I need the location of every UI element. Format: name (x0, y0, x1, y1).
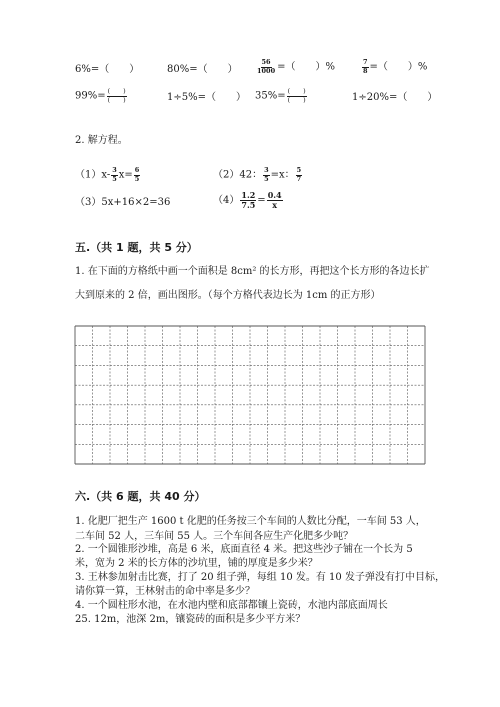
calc-1-3: $\frac{56}{1000}$ =（ ）% (257, 58, 335, 75)
grid-svg[interactable] (74, 325, 426, 465)
section6-line: 25. 12m，池深 2m，镶瓷砖的面积是多少平方米？ (75, 614, 306, 625)
equation-4: （4） $\frac{1.2}{7.5}$ = $\frac{0.4}{x}$ (213, 190, 282, 210)
calc-1-1: 6%=（ ） (75, 64, 140, 75)
section6-line: 3. 王林参加射击比赛，打了 20 组子弹，每组 10 发。有 10 发子弹没有打中目标， (75, 572, 445, 583)
equation-3: （3）5x+16×2=36 (75, 197, 171, 208)
fraction: $\frac{5}{7}$ (296, 166, 302, 183)
calc-1-4: $\frac{7}{8}$ =（ ）% (363, 58, 428, 75)
section6-line: 2. 一个圆锥形沙堆，高是 6 米，底面直径 4 米。把这些沙子铺在一个长为 5 (75, 544, 413, 555)
fraction-blank: $\frac{( )}{( )}$ (107, 87, 126, 104)
calc-1-2: 80%=（ ） (167, 64, 238, 75)
fraction: $\frac{56}{1000}$ (257, 58, 276, 75)
equation-1: （1）x- $\frac{3}{5}$ x= $\frac{6}{5}$ (75, 166, 140, 183)
calc-2-4: 1÷20%=（ ） (352, 92, 438, 103)
fraction: $\frac{1.2}{7.5}$ (241, 190, 256, 210)
calc-2-3: 35%= $\frac{( )}{( )}$ (255, 87, 306, 104)
section6-line: 米，宽为 2 米的长方体的沙坑里，铺的厚度是多少米？ (75, 558, 318, 569)
section6-line: 请你算一算，王林射击的命中率是多少？ (75, 586, 255, 597)
fraction: $\frac{3}{5}$ (264, 166, 269, 183)
section6-line: 1. 化肥厂把生产 1600 t 化肥的任务按三个车间的人数比分配，一车间 53 人， (75, 516, 426, 527)
section6-line: 二车间 52 人，三车间 55 人。三个车间各应生产化肥多少吨？ (75, 531, 354, 542)
fraction: $\frac{6}{5}$ (134, 166, 140, 183)
fraction: $\frac{3}{5}$ (112, 166, 117, 183)
section6-heading: 六.（共 6 题，共 40 分） (75, 490, 206, 503)
calc-2-2: 1÷5%=（ ） (167, 92, 246, 103)
calc-2-1: 99%= $\frac{( )}{( )}$ (75, 87, 126, 104)
section5-line-2: 大到原来的 2 倍，画出图形。（每个方格代表边长为 1cm 的正方形） (75, 290, 381, 301)
fraction: $\frac{7}{8}$ (363, 58, 368, 75)
grid-paper[interactable] (74, 325, 426, 465)
equation-2: （2）42： $\frac{3}{5}$ =x： $\frac{5}{7}$ (213, 166, 302, 183)
fraction-blank: $\frac{( )}{( )}$ (287, 87, 306, 104)
fraction: $\frac{0.4}{x}$ (267, 190, 282, 210)
equations-title: 2. 解方程。 (75, 135, 128, 146)
section5-line-1: 1. 在下面的方格纸中画一个面积是 8cm² 的长方形，再把这个长方形的各边长扩 (75, 266, 430, 277)
section5-heading: 五.（共 1 题，共 5 分） (75, 241, 198, 254)
section6-line: 4. 一个圆柱形水池，在水池内壁和底部都镶上瓷砖，水池内部底面周长 (75, 600, 388, 611)
